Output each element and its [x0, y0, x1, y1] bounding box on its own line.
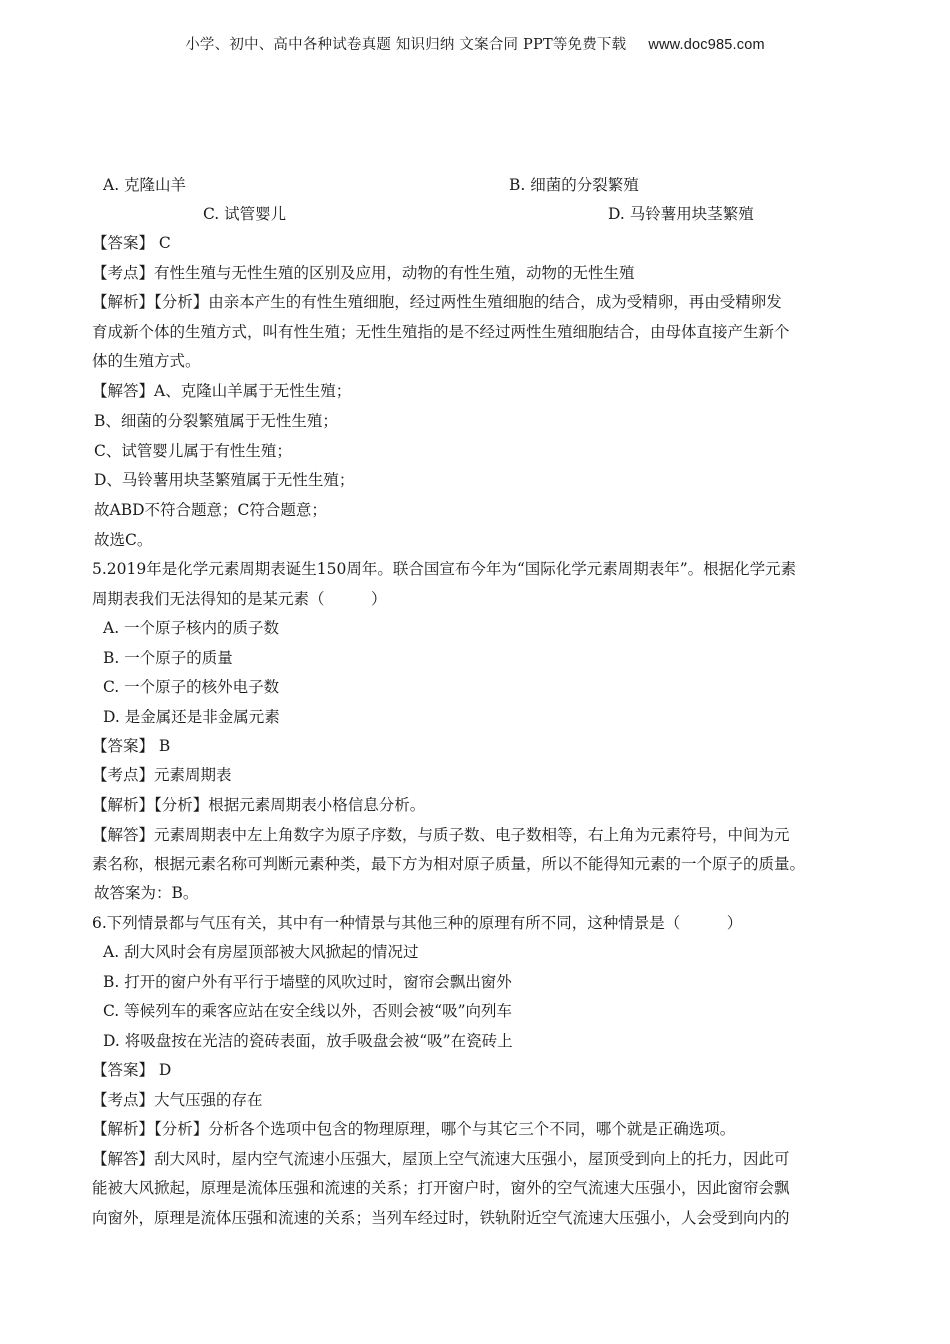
q5-option-b: B. 一个原子的质量 — [103, 649, 233, 667]
q4-analysis-line-1: 【解析】【分析】由亲本产生的有性生殖细胞，经过两性生殖细胞的结合，成为受精卵，再由受精卵发 — [92, 293, 782, 311]
q4-solution-line-3: C、试管婴儿属于有性生殖； — [94, 442, 292, 460]
q4-analysis-line-2: 育成新个体的生殖方式，叫有性生殖；无性生殖指的是不经过两性生殖细胞结合，由母体直接产生新个 — [92, 323, 790, 341]
q6-solution-line-2: 能被大风掀起，原理是流体压强和流速的关系；打开窗户时，窗外的空气流速大压强小，因此窗帘会飘 — [92, 1179, 790, 1197]
q5-stem-line-1: 5.2019年是化学元素周期表诞生150周年。联合国宣布今年为“国际化学元素周期表年”。根据化学元素 — [92, 560, 797, 578]
q4-solution-line-6: 故选C。 — [94, 531, 153, 549]
q4-solution-line-4: D、马铃薯用块茎繁殖属于无性生殖； — [94, 471, 355, 489]
q6-option-c: C. 等候列车的乘客应站在安全线以外，否则会被“吸”向列车 — [103, 1002, 513, 1020]
page-header — [0, 33, 950, 54]
q4-analysis-line-3: 体的生殖方式。 — [92, 352, 201, 370]
q5-option-d: D. 是金属还是非金属元素 — [103, 708, 280, 726]
q6-option-d: D. 将吸盘按在光洁的瓷砖表面，放手吸盘会被“吸”在瓷砖上 — [103, 1032, 513, 1050]
q5-solution-line-3: 故答案为：B。 — [94, 884, 199, 902]
q4-option-b: B. 细菌的分裂繁殖 — [509, 176, 639, 194]
q5-answer: 【答案】 B — [92, 737, 171, 755]
q6-option-a: A. 刮大风时会有房屋顶部被大风掀起的情况过 — [103, 943, 419, 961]
q4-solution-line-1: 【解答】A、克隆山羊属于无性生殖； — [92, 382, 352, 400]
q5-key-point: 【考点】元素周期表 — [92, 766, 232, 784]
q4-solution-line-5: 故ABD不符合题意；C符合题意； — [94, 501, 327, 519]
q4-option-d: D. 马铃薯用块茎繁殖 — [608, 205, 754, 223]
q4-option-c: C. 试管婴儿 — [203, 205, 287, 223]
q5-stem-line-2: 周期表我们无法得知的是某元素（ ） — [92, 590, 387, 608]
q5-solution-line-2: 素名称，根据元素名称可判断元素种类，最下方为相对原子质量，所以不能得知元素的一个原子的质量。 — [92, 855, 806, 873]
q5-analysis: 【解析】【分析】根据元素周期表小格信息分析。 — [92, 796, 426, 814]
q4-key-point: 【考点】有性生殖与无性生殖的区别及应用，动物的有性生殖，动物的无性生殖 — [92, 264, 635, 282]
q4-solution-line-2: B、细菌的分裂繁殖属于无性生殖； — [94, 412, 338, 430]
q6-option-b: B. 打开的窗户外有平行于墙壁的风吹过时，窗帘会飘出窗外 — [103, 973, 512, 991]
header-site-link[interactable]: www.doc985.com — [648, 37, 765, 53]
q6-solution-line-1: 【解答】刮大风时，屋内空气流速小压强大，屋顶上空气流速大压强小，屋顶受到向上的托力，因此可 — [92, 1150, 790, 1168]
q6-answer: 【答案】 D — [92, 1061, 172, 1079]
q6-stem: 6.下列情景都与气压有关，其中有一种情景与其他三种的原理有所不同，这种情景是（ ） — [92, 914, 743, 932]
header-text: 小学、初中、高中各种试卷真题 知识归纳 文案合同 PPT等免费下载 — [185, 37, 627, 53]
q4-answer: 【答案】 C — [92, 234, 171, 252]
q5-solution-line-1: 【解答】元素周期表中左上角数字为原子序数，与质子数、电子数相等，右上角为元素符号，中间为元 — [92, 826, 790, 844]
q6-solution-line-3: 向窗外，原理是流体压强和流速的关系；当列车经过时，铁轨附近空气流速大压强小，人会受到向内的 — [92, 1209, 790, 1227]
q5-option-a: A. 一个原子核内的质子数 — [103, 619, 280, 637]
q6-analysis: 【解析】【分析】分析各个选项中包含的物理原理，哪个与其它三个不同，哪个就是正确选项。 — [92, 1120, 736, 1138]
q6-key-point: 【考点】大气压强的存在 — [92, 1091, 263, 1109]
q4-option-a: A. 克隆山羊 — [103, 176, 187, 194]
q5-option-c: C. 一个原子的核外电子数 — [103, 678, 280, 696]
